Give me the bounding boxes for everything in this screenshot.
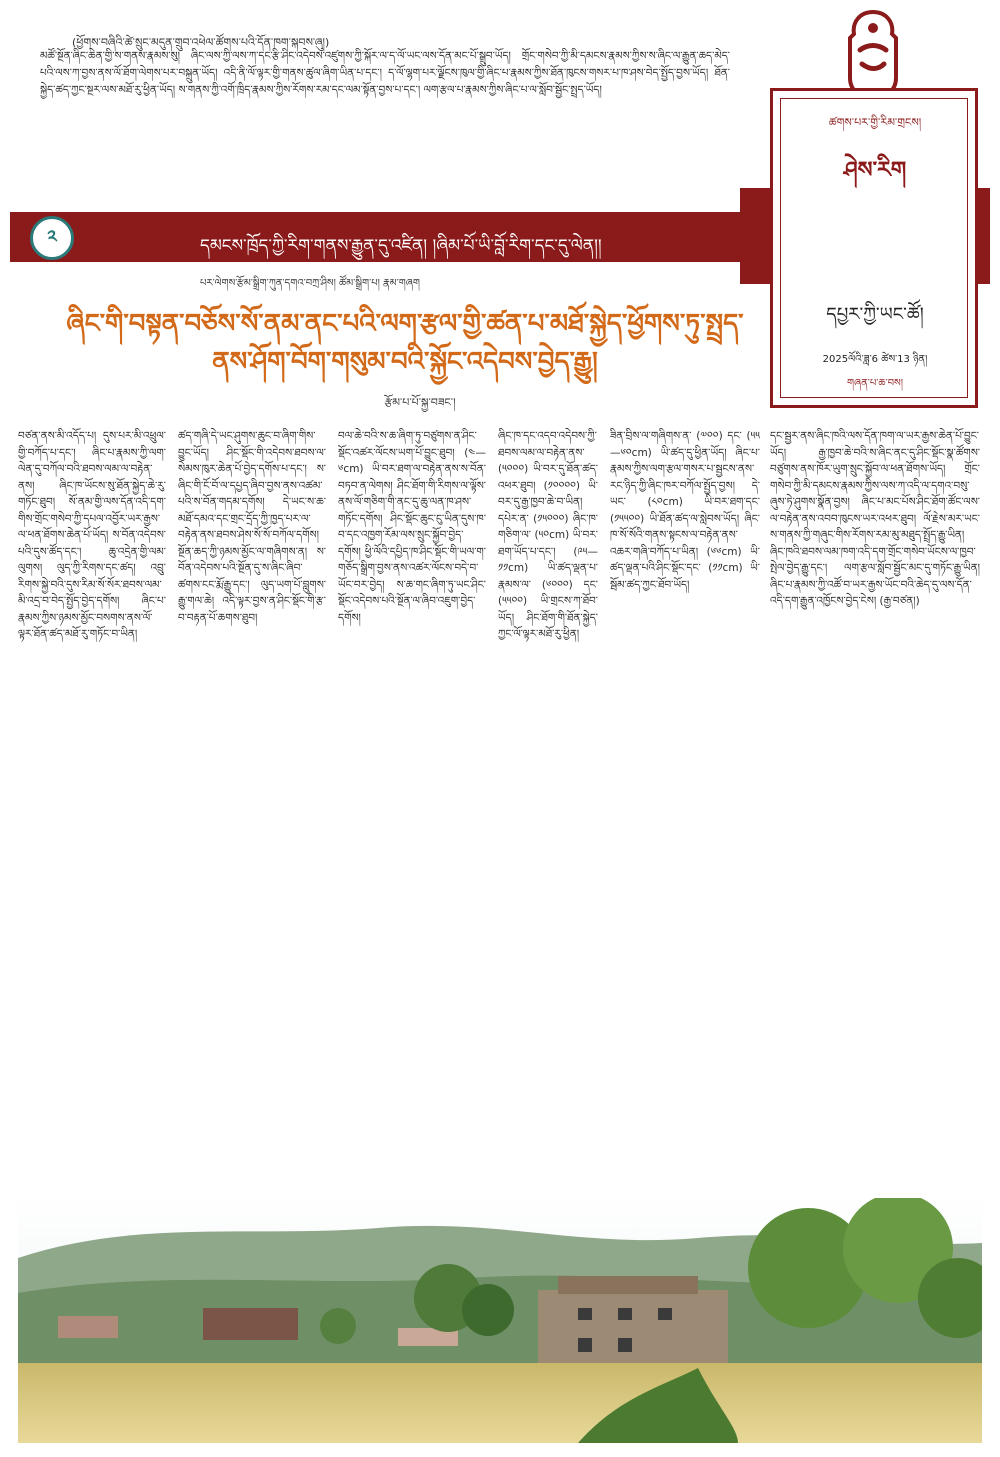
article-title: ཞིང་གི་བསྟན་བཅོས་སོ་ནམ་ནང་པའི་ལག་རྩལ་གྱི་ཚན་པ་མཐོ་སྐྱེད་ཕྱོགས་ཏུ་སྤྲད་ནས་ཤོག་བོག་གསུམ་བའི་སྐྱོང་འདེབས་བྱེད་རྒྱུ། [66,309,744,377]
masthead-seal-icon [838,8,908,100]
section-number-badge: ༢ [30,216,74,260]
village-landscape-photo [18,1198,982,1443]
article-column: བཙན་ནས་མི་འདོད་པ། དུས་པར་མི་འཕྲུལ་གྱི་བཀོད་པ་དང་། ཞིང་པ་རྣམས་ཀྱི་ལག་ལེན་དུ་བཀོལ་བའི་ཐབས་ལམ་ལ་བརྟེན་ནས། ཞིང་ཁ་ཡོངས་སུ་ཐོན་སྐྱེད་ཆེ་རུ་གཏོང་ཐུབ། སོ་ནམ་གྱི་ལས་དོན་འདི་དག་གིས་གྲོང་གསེབ་ཀྱི་དཔལ་འབྱོར་ཡར་རྒྱས་ལ་ཕན་ཐོགས་ཆེན་པོ་ཡོད། ས་བོན་འདེབས་པའི་དུས་ཚོད་དང་། ཆུ་འདྲེན་གྱི་ལམ་ལུགས། ལུད་ཀྱི་རིགས་དང་ཚད། འབྲུ་རིགས་སྐྱེ་བའི་དུས་རིམ་སོ་སོར་ཐབས་ལམ་མི་འདྲ་བ་བེད་སྤྱོད་བྱེད་དགོས། ཞིང་པ་རྣམས་ཀྱིས་ཉམས་མྱོང་བསགས་ནས་ལོ་ལྟར་ཐོན་ཚད་མཐོ་རུ་གཏོང་བ་ཡིན། [18,430,166,640]
article-column: བལ་ཆེ་བའི་ས་ཆ་ཞིག་ཏུ་བཙུགས་ན་ཤིང་སྡོང་འཚར་ལོངས་ཡག་པོ་བྱུང་ཐུབ། (༤—༦cm) ཡི་བར་ཐག་ལ་བརྟེན་ནས་ས་བོན་བཏབ་ན་ལེགས། ཤིང་ཐོག་གི་རིགས་ལ་ལྟོས་ནས་ལོ་གཅིག་གི་ནང་དུ་ཆུ་ལན་ཁ་ཤས་གཏོང་དགོས། ཤིང་སྡོང་ཆུང་ངུ་ཡིན་དུས་ཁ་བ་དང་འཁྱག་རོམ་ལས་སྲུང་སྐྱོབ་བྱེད་དགོས། ཕྱི་ལོའི་དཔྱིད་ཁ་ཤིང་སྡོང་གི་ཡལ་ག་གཅོད་སྒྲིག་བྱས་ནས་འཚར་ལོངས་བདེ་བ་ཡོང་བར་བྱེད། ས་ཆ་གང་ཞིག་ཏུ་ཡང་ཤིང་སྡོང་འདེབས་པའི་སྔོན་ལ་ཞིབ་འཇུག་བྱེད་དགོས། [338,430,486,624]
intro-paragraph: མཚོ་སྔོན་ཞིང་ཆེན་གྱི་ས་གནས་རྣམས་སུ། ཞིང་ལས་ཀྱི་ལས་ཀ་དང་རྩི་ཤིང་འདེབས་འཛུགས་ཀྱི་སྐོར་ལ་ད་ལོ་ཡང་ལས་དོན་མང་པོ་སྒྲུབ་ཡོད། གྲོང་གསེབ་ཀྱི་མི་དམངས་རྣམས་ཀྱིས་ས་ཞིང་ལ་རྒྱུན་ཆད་མེད་པའི་ལས་ཀ་བྱས་ནས་ལོ་ཐོག་ལེགས་པར་བསྐྲུན་ཡོད། འདི་ནི་ལོ་ལྟར་གྱི་གནས་ཚུལ་ཞིག་ཡིན་པ་དང་། ད་ལོ་ལྷག་པར་ལྗོངས་ཁུལ་གྱི་ཞིང་པ་རྣམས་ཀྱིས་ཐོན་ཁུངས་གསར་པ་ཁ་ཤས་བེད་སྤྱོད་བྱས་ཡོད། ཐོན་སྐྱེད་ཚད་ཀྱང་སྔར་ལས་མཐོ་རུ་ཕྱིན་ཡོད། ས་གནས་ཀྱི་འགོ་ཁྲིད་རྣམས་ཀྱིས་རོགས་རམ་དང་ལམ་སྟོན་བྱས་པ་དང་། ལག་རྩལ་པ་རྣམས་ཀྱིས་ཞིང་པ་ལ་སློབ་སྦྱོང་སྤྲད་ཡོད། [40,50,730,96]
editorial-credits: པར་ལེགས་རྩོམ་སྒྲིག་ཀུན་དགའ་བཀྲ་ཤིས། ཚོམ་སྒྲིག་པ། རྣམ་གཞག [200,278,420,289]
edition-type: དཔྱར་ཀྱི་ཡང་ཚོ། [826,304,924,325]
article-column: དང་སྦྱར་ནས་ཞིང་ཁའི་ལས་དོན་ཁག་ལ་ཡར་རྒྱས་ཆེན་པོ་བྱུང་ཡོད། རྒྱ་ཁྱབ་ཆེ་བའི་ས་ཞིང་ནང་དུ་ཤིང་སྡོང་སྣ་ཚོགས་བཙུགས་ནས་ཁོར་ཡུག་སྲུང་སྐྱོབ་ལ་ཕན་ཐོགས་ཡོད། གྲོང་གསེབ་ཀྱི་མི་དམངས་རྣམས་ཀྱིས་ལས་ཀ་འདི་ལ་དགའ་བསུ་ཞུས་ཏེ་ཤུགས་སྣོན་བྱས། ཞིང་པ་མང་པོས་ཤིང་ཐོག་ཚོང་ལས་ལ་བརྟེན་ནས་འབབ་ཁུངས་ཡར་འཕར་ཐུབ། ལོ་རྗེས་མར་ཡང་ས་གནས་ཀྱི་གཞུང་གིས་རོགས་རམ་མུ་མཐུད་སྤྲོད་རྒྱུ་ཡིན། ཞིང་ཁའི་ཐབས་ལམ་ཁག་འདི་དག་གྲོང་གསེབ་ཡོངས་ལ་ཁྱབ་སྤེལ་བྱེད་རྒྱུ་དང་། ལག་རྩལ་སློབ་སྦྱོང་མང་དུ་གཏོང་རྒྱུ་ཡིན། ཞིང་པ་རྣམས་ཀྱི་འཚོ་བ་ཡར་རྒྱས་ཡོང་བའི་ཆེད་དུ་ལས་དོན་འདི་དག་རྒྱུན་འཁྱོངས་བྱེད་ངེས། (རྒྱ་བཙན།) [770,430,980,607]
intro-note: (ཕྱོགས་བཞིའི་ཚེ་སྲུང་མདུན་གྲུབ་འཕེལ་ཚོགས་པའི་དོན་ཁག་སྐབས་ཞུ།) [72,36,330,49]
article-author: རྩོམ་པ་པོ་སྐྱ་བཟང་། [384,396,456,409]
article-column: ཞིང་ཁ་དང་འདབ་འདེབས་ཀྱི་ཐབས་ལམ་ལ་བརྟེན་ནས་ (༥༠༠༠) ཡི་བར་དུ་ཐོན་ཚད་འཕར་ཐུབ། (༡༠༠༠༠) ཡི་བར་དུ་རྒྱ་ཁྱབ་ཆེ་བ་ཡིན། དཔེར་ན་ (༡༥༠༠༠) ཞིང་ཁ་གཅིག་ལ་ (༥༠cm) ཡི་བར་ཐག་ཡོད་པ་དང་། (༩༥—༡༡cm) ཡི་ཚད་ལྡན་པ་རྣམས་ལ་ (༦༠༠༠) དང་ (༥༥༠༠) ཡི་གྲངས་ཀ་ཐོབ་ཡོད། ཤིང་ཐོག་གི་ཐོན་སྐྱེད་ཀྱང་ལོ་ལྟར་མཐོ་རུ་ཕྱིན། [498,430,598,640]
article-column: ཚད་གཞི་དེ་ཡང་ཤུགས་ཆུང་བ་ཞིག་གིས་བྱུང་ཡོད། ཤིང་སྡོང་གི་འདེབས་ཐབས་ལ་སེམས་ཁུར་ཆེན་པོ་བྱེད་དགོས་པ་དང་། ས་ཞིང་གི་ངོ་བོ་ལ་དཔྱད་ཞིབ་བྱས་ནས་འཚམ་པའི་ས་བོན་གདམ་དགོས། དེ་ཡང་ས་ཆ་མཐོ་དམའ་དང་གྲང་དྲོད་ཀྱི་ཁྱད་པར་ལ་བརྟེན་ནས་ཐབས་ཤེས་སོ་སོ་བཀོལ་དགོས། སྔོན་ཆད་ཀྱི་ཉམས་མྱོང་ལ་གཞིགས་ན། ས་བོན་འདེབས་པའི་སྔོན་དུ་ས་ཞིང་ཞིབ་ཚགས་ངང་རྨོ་རྒྱུ་དང་། ལུད་ཡག་པོ་བླུགས་རྒྱུ་གལ་ཆེ། འདི་ལྟར་བྱས་ན་ཤིང་སྡོང་གི་རྩ་བ་བརྟན་པོ་ཆགས་ཐུབ། [178,430,326,624]
article-column: ཟིན་བྲིས་ལ་གཞིགས་ན་ (༧༠༠) དང་ (༥༥—༦༠cm) ཡི་ཚད་དུ་ཕྱིན་ཡོད། ཞིང་པ་རྣམས་ཀྱིས་ལག་རྩལ་གསར་པ་སྦྱངས་ནས་རང་ཉིད་ཀྱི་ཞིང་ཁར་བཀོལ་སྤྱོད་བྱས། དེ་ཡང་ (༨༠cm) ཡི་བར་ཐག་དང་ (༡༥༥༠༠) ཡི་ཐོན་ཚད་ལ་སླེབས་ཡོད། ཞིང་ཁ་སོ་སོའི་གནས་སྟངས་ལ་བརྟེན་ནས་འཆར་གཞི་བཀོད་པ་ཡིན། (༦༦cm) ཡི་ཚད་ལྡན་པའི་ཤིང་སྡོང་དང་ (༡༡cm) ཡི་སྦོམ་ཚད་ཀྱང་ཐོབ་ཡོད། [610,430,760,591]
issue-label: གཞན་པ་ཆ་བས། [847,378,903,389]
issue-date: 2025ལོའི་ཟླ་6 ཚེས་13 ཉིན། [822,354,928,365]
section-heading: དམངས་ཁྲོད་ཀྱི་རིག་གནས་རྒྱུན་དུ་འཛིན། །ཞིམ་པོ་ཡི་བློ་རིག་དང་དུ་ལེན།། [200,236,602,256]
masthead-logo-text: ཤེས་རིག [843,158,907,183]
masthead-tagline: ཚགས་པར་གྱི་རིམ་གྲངས། [828,116,922,129]
newspaper-title: ཞིང་ཁའི་རྩི་ཤིང་ཡོངས། [792,223,958,248]
